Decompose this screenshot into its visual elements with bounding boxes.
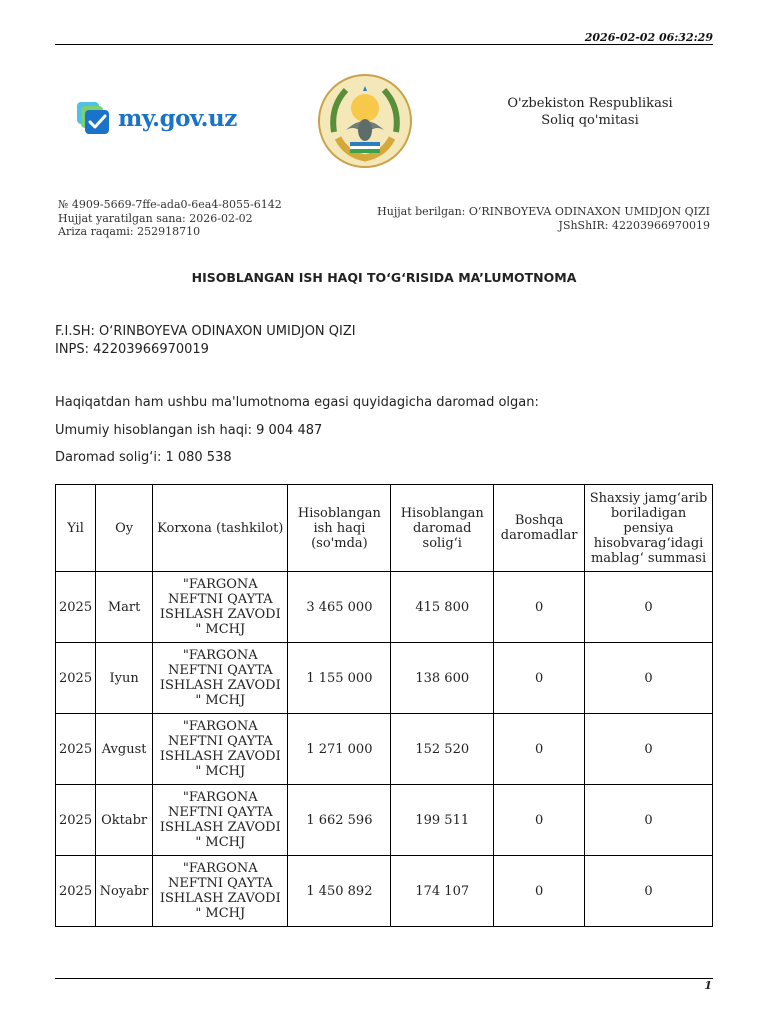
cell-organization: "FARGONA NEFTNI QAYTA ISHLASH ZAVODI " MCHJ [153, 714, 288, 785]
col-header-income-tax: Hisoblangan daromad solig‘i [391, 485, 494, 572]
person-inps: INPS: 42203966970019 [55, 342, 209, 357]
cell-pension: 0 [585, 785, 713, 856]
cell-pension: 0 [585, 856, 713, 927]
cell-salary: 3 465 000 [288, 572, 391, 643]
table-row [56, 643, 713, 714]
col-header-other-income: Boshqa daromadlar [494, 485, 585, 572]
cell-pension: 0 [585, 643, 713, 714]
document-meta-right [377, 205, 710, 232]
earnings-table [55, 484, 713, 927]
logo-text: my.gov.uz [118, 104, 237, 132]
state-emblem-icon [316, 72, 414, 170]
table-row [56, 856, 713, 927]
cell-month: Iyun [96, 643, 153, 714]
page-number: 1 [704, 979, 712, 992]
document-created-date: Hujjat yaratilgan sana: 2026-02-02 [58, 211, 253, 225]
jshshir: JShShIR: 42203966970019 [558, 218, 710, 232]
issued-to: Hujjat berilgan: O‘RINBOYEVA ODINAXON UMIDJON QIZI [377, 205, 710, 218]
cell-month: Oktabr [96, 785, 153, 856]
person-fullname: F.I.SH: O‘RINBOYEVA ODINAXON UMIDJON QIZI [55, 324, 356, 339]
cell-year: 2025 [56, 714, 96, 785]
cell-month: Avgust [96, 714, 153, 785]
cell-organization: "FARGONA NEFTNI QAYTA ISHLASH ZAVODI " MCHJ [153, 643, 288, 714]
cell-other-income: 0 [494, 856, 585, 927]
cell-pension: 0 [585, 572, 713, 643]
authority-block [470, 95, 710, 129]
table-row [56, 572, 713, 643]
authority-country: O'zbekiston Respublikasi [507, 96, 673, 111]
cell-income-tax: 199 511 [391, 785, 494, 856]
summary-total-salary: Umumiy hisoblangan ish haqi: 9 004 487 [55, 423, 323, 438]
document-title: HISOBLANGAN ISH HAQI TO‘G‘RISIDA MA’LUMOTNOMA [191, 270, 577, 285]
cell-month: Mart [96, 572, 153, 643]
mygov-logo[interactable] [76, 100, 237, 136]
logo-checkbox-icon [76, 100, 112, 136]
col-header-organization: Korxona (tashkilot) [153, 485, 288, 572]
cell-income-tax: 174 107 [391, 856, 494, 927]
cell-organization: "FARGONA NEFTNI QAYTA ISHLASH ZAVODI " MCHJ [153, 856, 288, 927]
summary-income-tax: Daromad solig‘i: 1 080 538 [55, 450, 232, 465]
application-number: Ariza raqami: 252918710 [58, 225, 201, 238]
cell-other-income: 0 [494, 643, 585, 714]
cell-salary: 1 662 596 [288, 785, 391, 856]
cell-month: Noyabr [96, 856, 153, 927]
cell-income-tax: 152 520 [391, 714, 494, 785]
authority-committee: Soliq qo'mitasi [541, 113, 639, 128]
table-header-row [56, 485, 713, 572]
document-number: № 4909-5669-7ffe-ada0-6ea4-8055-6142 [58, 198, 282, 211]
summary-intro: Haqiqatdan ham ushbu ma'lumotnoma egasi quyidagicha daromad olgan: [55, 395, 539, 410]
person-info [55, 323, 356, 359]
timestamp: 2026-02-02 06:32:29 [584, 31, 713, 44]
cell-income-tax: 415 800 [391, 572, 494, 643]
cell-other-income: 0 [494, 714, 585, 785]
col-header-year: Yil [56, 485, 96, 572]
cell-year: 2025 [56, 856, 96, 927]
cell-income-tax: 138 600 [391, 643, 494, 714]
footer-divider [55, 978, 713, 979]
cell-salary: 1 155 000 [288, 643, 391, 714]
cell-year: 2025 [56, 643, 96, 714]
cell-salary: 1 450 892 [288, 856, 391, 927]
col-header-month: Oy [96, 485, 153, 572]
cell-pension: 0 [585, 714, 713, 785]
table-row [56, 714, 713, 785]
col-header-salary: Hisoblangan ish haqi (so'mda) [288, 485, 391, 572]
cell-salary: 1 271 000 [288, 714, 391, 785]
cell-year: 2025 [56, 785, 96, 856]
cell-other-income: 0 [494, 785, 585, 856]
cell-year: 2025 [56, 572, 96, 643]
table-row [56, 785, 713, 856]
document-meta-left [58, 198, 282, 239]
cell-organization: "FARGONA NEFTNI QAYTA ISHLASH ZAVODI " MCHJ [153, 572, 288, 643]
cell-other-income: 0 [494, 572, 585, 643]
col-header-pension: Shaxsiy jamg‘arib boriladigan pensiya hisobvarag‘idagi mablag‘ summasi [585, 485, 713, 572]
header-divider [55, 44, 713, 45]
cell-organization: "FARGONA NEFTNI QAYTA ISHLASH ZAVODI " MCHJ [153, 785, 288, 856]
